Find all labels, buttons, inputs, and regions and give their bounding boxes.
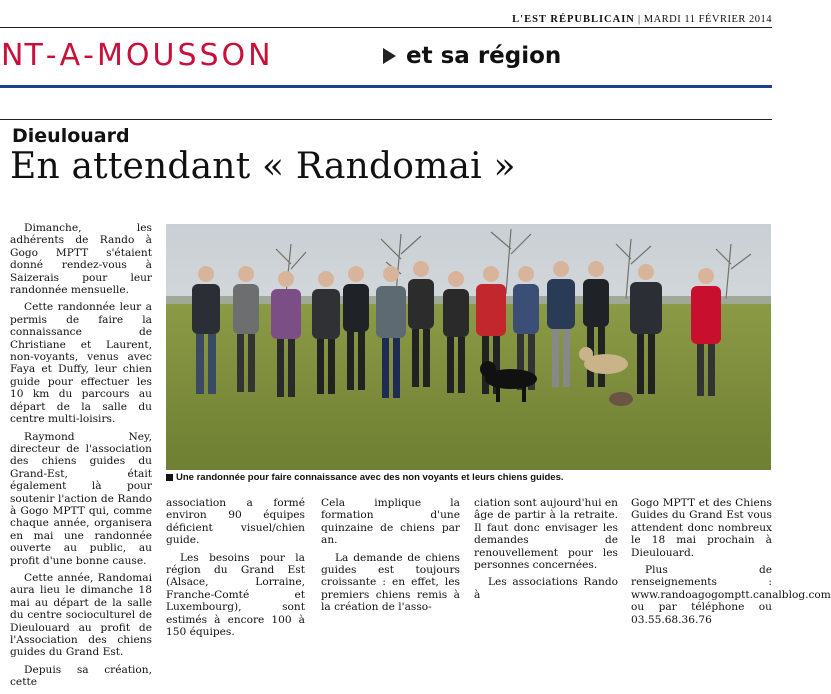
article-paragraph: Les besoins pour la région du Grand Est (Alsace, Lorraine, Franche-Comté et Luxembourg), sont estimés à encore 100 à 150 équipes.: [166, 551, 305, 639]
city-letter: S: [199, 36, 221, 76]
city-letter: N: [247, 36, 272, 76]
paper-name: L'EST RÉPUBLICAIN: [512, 14, 635, 25]
article-column-1: [10, 222, 152, 694]
photo-caption: [166, 472, 771, 483]
article-headline: En attendant « Randomai »: [10, 146, 516, 187]
article-paragraph: La demande de chiens guides est toujours croissante : en effet, les premiers chiens remis à la création de l'asso-: [321, 551, 460, 614]
triangle-arrow-icon: [383, 48, 396, 64]
article-column-3: [321, 497, 460, 619]
article-column-4: [474, 497, 618, 606]
article-paragraph: association a formé environ 90 équipes déficient visuel/chien guide.: [166, 497, 305, 547]
city-letter: U: [151, 36, 176, 76]
region-text: et sa région: [406, 43, 562, 69]
article-paragraph: Depuis sa création, cette: [10, 663, 152, 689]
masthead-info: L'EST RÉPUBLICAIN | MARDI 11 FÉVRIER 2014: [512, 14, 772, 25]
article-column-5: [631, 497, 831, 631]
city-letter: M: [96, 36, 125, 76]
city-letter: -: [82, 36, 96, 76]
divider: [0, 119, 772, 120]
group-photo: [166, 224, 771, 470]
article-paragraph: Cette année, Randomai aura lieu le dimanche 18 mai au départ de la salle du centre socioculturel de Dieulouard au profit de l'Association des chiens guides du Grand Est.: [10, 571, 152, 659]
city-letter: O: [125, 36, 152, 76]
city-title: [0, 36, 273, 76]
article-location: Dieulouard: [12, 125, 130, 147]
article-paragraph: ciation sont aujourd'hui en âge de partir à la retraite. Il faut donc envisager les demandes de renouvellement pour les personnes concernées.: [474, 497, 618, 572]
city-letter: -: [45, 36, 59, 76]
article-paragraph: Les associations Rando à: [474, 576, 618, 601]
city-letter: A: [59, 36, 83, 76]
divider: [0, 27, 772, 28]
article-paragraph: Raymond Ney, directeur de l'association des chiens guides du Grand-Est, était également là pour soutenir l'action de Rando à Gogo MPTT qui, comme chaque année, organisera en mai une randonnée ouverte au public, au profit d'une bonne cause.: [10, 430, 152, 567]
city-letter: O: [221, 36, 248, 76]
caption-bullet-icon: [166, 474, 173, 481]
city-letter: S: [176, 36, 198, 76]
article-paragraph: Cela implique la formation d'une quinzaine de chiens par an.: [321, 497, 460, 547]
article-paragraph: Gogo MPTT et des Chiens Guides du Grand Est vous attendent donc nombreux le 18 mai prochain à Dieulouard.: [631, 497, 772, 559]
article-paragraph: Plus de renseignements : www.randoagogomptt.canalblog.com ou par téléphone ou 03.55.68.36.76: [631, 564, 831, 626]
article-photo: [166, 224, 771, 470]
article-column-2: [166, 497, 305, 643]
issue-date: MARDI 11 FÉVRIER 2014: [643, 14, 772, 25]
city-letter: NT: [0, 36, 45, 76]
divider: [0, 85, 772, 88]
caption-text: Une randonnée pour faire connaissance avec des non voyants et leurs chiens guides.: [176, 472, 564, 483]
article-paragraph: Dimanche, les adhérents de Rando à Gogo MPTT s'étaient donné rendez-vous à Saizerais pour leur randonnée mensuelle.: [10, 222, 152, 297]
article-paragraph: Cette randonnée leur a permis de faire la connaissance de Christiane et Laurent, non-voyants, venus avec Faya et Duffy, leur chien guide pour effectuer les 10 km du parcours au départ de la salle du centre multi-loisirs.: [10, 301, 152, 426]
region-label: [383, 43, 561, 69]
